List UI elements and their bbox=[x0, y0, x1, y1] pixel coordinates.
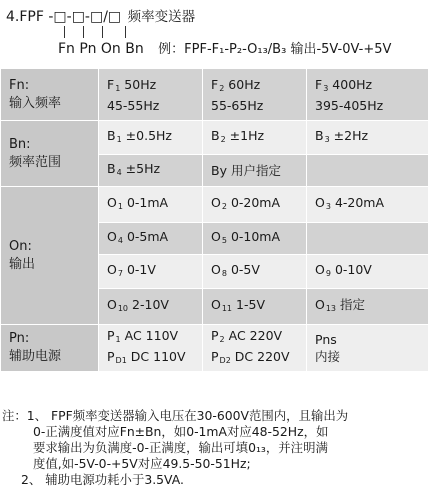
option-line bbox=[211, 228, 306, 249]
option-value: 0-1mA bbox=[126, 195, 169, 210]
option-value: DC 110V bbox=[130, 349, 186, 364]
option-value: 400Hz 395-405Hz bbox=[315, 76, 384, 113]
option-line bbox=[107, 261, 202, 282]
option-line bbox=[315, 331, 428, 348]
code-legend-line bbox=[58, 38, 391, 57]
option-line bbox=[315, 348, 428, 365]
code-tick bbox=[102, 26, 103, 38]
code-names: Fn Pn On Bn bbox=[58, 41, 144, 57]
option-cell bbox=[99, 223, 203, 255]
note-line: 度值,如-5V-0-+5V对应49.5-50-51Hz; bbox=[33, 456, 251, 471]
code-tick bbox=[64, 26, 65, 38]
option-code: O bbox=[315, 262, 325, 277]
option-line bbox=[107, 348, 202, 369]
option-cell bbox=[203, 155, 307, 187]
model-code-line bbox=[6, 5, 195, 25]
note-line: 注：1、 FPF频率变送器输入电压在30-600V范围内，且输出为 bbox=[2, 408, 349, 423]
option-line bbox=[315, 194, 428, 215]
option-code-subscript: 8 bbox=[221, 269, 227, 278]
option-line bbox=[315, 76, 428, 114]
option-cell bbox=[307, 187, 428, 223]
option-cell bbox=[307, 69, 428, 121]
option-value: 50Hz 45-55Hz bbox=[107, 76, 160, 113]
option-cell bbox=[99, 187, 203, 223]
option-code-subscript: 7 bbox=[117, 269, 123, 278]
option-code: B bbox=[211, 128, 220, 143]
option-value: 0-5V bbox=[230, 262, 260, 277]
row-label: Pn: 辅助电源 bbox=[1, 325, 99, 372]
option-value: 0-10mA bbox=[230, 229, 281, 244]
option-code: F bbox=[211, 76, 219, 92]
option-cell bbox=[203, 255, 307, 289]
option-code: O bbox=[107, 229, 117, 244]
note-line: 要求输出为负满度-0-正满度，输出可填0₁₃，并注明满 bbox=[33, 440, 328, 455]
option-code: O bbox=[211, 297, 221, 312]
option-line bbox=[211, 76, 306, 114]
option-code-subscript: 9 bbox=[325, 269, 331, 278]
option-line bbox=[107, 160, 202, 181]
option-cell bbox=[203, 325, 307, 372]
option-value: 4-20mA bbox=[334, 195, 385, 210]
option-cell bbox=[203, 289, 307, 325]
option-line bbox=[211, 296, 306, 317]
option-code: F bbox=[315, 76, 323, 92]
option-code: B bbox=[315, 128, 324, 143]
option-value: 2-10V bbox=[132, 297, 169, 312]
option-value: ±2Hz bbox=[333, 128, 369, 143]
option-line bbox=[107, 228, 202, 249]
option-line bbox=[107, 76, 202, 114]
option-line bbox=[315, 261, 428, 282]
option-code: O bbox=[315, 195, 325, 210]
option-code-subscript: 5 bbox=[221, 236, 227, 245]
code-tick bbox=[83, 26, 84, 38]
option-code-subscript: 4 bbox=[117, 236, 123, 245]
option-code: By bbox=[211, 163, 227, 178]
option-line bbox=[211, 162, 306, 179]
option-line bbox=[107, 296, 202, 317]
product-name: 频率变送器 bbox=[127, 9, 196, 25]
model-prefix: 4.FPF bbox=[6, 9, 44, 25]
table-row bbox=[1, 121, 428, 155]
option-value: ±1Hz bbox=[229, 128, 265, 143]
option-code: P bbox=[107, 328, 115, 343]
note-line: 2、 辅助电源功耗小于3.5VA. bbox=[21, 472, 184, 487]
option-cell bbox=[307, 255, 428, 289]
option-cell bbox=[99, 289, 203, 325]
option-code-subscript: 3 bbox=[323, 83, 329, 93]
option-code-subscript: 2 bbox=[220, 135, 226, 144]
option-code-subscript: 1 bbox=[117, 202, 123, 211]
option-code-subscript: D1 bbox=[115, 356, 127, 365]
option-code-subscript: 10 bbox=[117, 304, 129, 313]
option-line bbox=[211, 127, 306, 148]
option-cell bbox=[307, 325, 428, 372]
option-code-subscript: 13 bbox=[325, 304, 337, 313]
row-label: Fn: 输入频率 bbox=[1, 69, 99, 121]
row-label: Bn: 频率范围 bbox=[1, 121, 99, 187]
option-value: 0-20mA bbox=[230, 195, 281, 210]
option-code-subscript: 1 bbox=[116, 135, 122, 144]
option-value: ±0.5Hz bbox=[125, 128, 172, 143]
option-value: 60Hz 55-65Hz bbox=[211, 76, 264, 113]
option-line bbox=[107, 194, 202, 215]
option-code: O bbox=[315, 297, 325, 312]
option-cell bbox=[99, 155, 203, 187]
option-code-subscript: 2 bbox=[221, 202, 227, 211]
option-cell bbox=[99, 255, 203, 289]
option-line bbox=[315, 127, 428, 148]
option-line bbox=[211, 327, 306, 348]
option-line bbox=[315, 296, 428, 317]
model-pattern: -□-□-□/□ bbox=[48, 9, 122, 25]
option-cell bbox=[99, 325, 203, 372]
table-row bbox=[1, 325, 428, 372]
option-value: 指定 bbox=[340, 297, 366, 312]
option-line bbox=[211, 348, 306, 369]
option-line bbox=[211, 194, 306, 215]
option-value: AC 220V bbox=[228, 328, 283, 343]
option-value: 0-10V bbox=[334, 262, 372, 277]
option-cell bbox=[203, 187, 307, 223]
option-code: B bbox=[107, 161, 116, 176]
option-cell bbox=[99, 121, 203, 155]
option-code-subscript: 2 bbox=[219, 83, 225, 93]
option-code-subscript: 1 bbox=[115, 335, 121, 344]
option-code: O bbox=[211, 229, 221, 244]
option-cell bbox=[307, 289, 428, 325]
option-line bbox=[107, 327, 202, 348]
option-cell bbox=[203, 223, 307, 255]
option-cell bbox=[203, 121, 307, 155]
option-code-subscript: 1 bbox=[115, 83, 121, 93]
option-code: F bbox=[107, 76, 115, 92]
option-code: B bbox=[107, 128, 116, 143]
option-value: ±5Hz bbox=[125, 161, 161, 176]
option-code: O bbox=[107, 297, 117, 312]
example-text: 例：FPF-F₁-P₂-O₁₃/B₃ 输出-5V-0V-+5V bbox=[158, 42, 392, 57]
option-value: 0-1V bbox=[126, 262, 156, 277]
option-code-subscript: 4 bbox=[116, 168, 122, 177]
option-code: O bbox=[107, 195, 117, 210]
table-row bbox=[1, 69, 428, 121]
option-code: Pns bbox=[315, 332, 337, 347]
model-header bbox=[6, 2, 424, 66]
option-code-subscript: 3 bbox=[324, 135, 330, 144]
code-tick bbox=[125, 26, 126, 38]
option-value: AC 110V bbox=[124, 328, 179, 343]
note-line: 0-正满度值对应Fn±Bn，如0-1mA对应48-52Hz，如 bbox=[33, 424, 329, 439]
option-cell bbox=[203, 69, 307, 121]
option-value: 用户指定 bbox=[230, 163, 281, 178]
spec-table bbox=[0, 68, 428, 372]
table-row bbox=[1, 187, 428, 223]
option-code: O bbox=[107, 262, 117, 277]
option-code-subscript: 2 bbox=[219, 335, 225, 344]
option-value: DC 220V bbox=[234, 349, 290, 364]
option-code: P bbox=[107, 349, 115, 364]
option-value: 0-5mA bbox=[126, 229, 169, 244]
option-cell bbox=[307, 223, 428, 255]
option-line bbox=[211, 261, 306, 282]
row-label: On: 输出 bbox=[1, 187, 99, 325]
option-code-subscript: 11 bbox=[221, 304, 233, 313]
option-line bbox=[107, 127, 202, 148]
option-cell bbox=[307, 121, 428, 155]
option-code: 内接 bbox=[315, 349, 341, 364]
option-cell bbox=[307, 155, 428, 187]
option-code: O bbox=[211, 262, 221, 277]
notes bbox=[2, 408, 426, 488]
option-code: P bbox=[211, 349, 219, 364]
option-code: P bbox=[211, 328, 219, 343]
option-code-subscript: D2 bbox=[219, 356, 231, 365]
option-code: O bbox=[211, 195, 221, 210]
option-code-subscript: 3 bbox=[325, 202, 331, 211]
option-value: 1-5V bbox=[236, 297, 265, 312]
option-cell bbox=[99, 69, 203, 121]
